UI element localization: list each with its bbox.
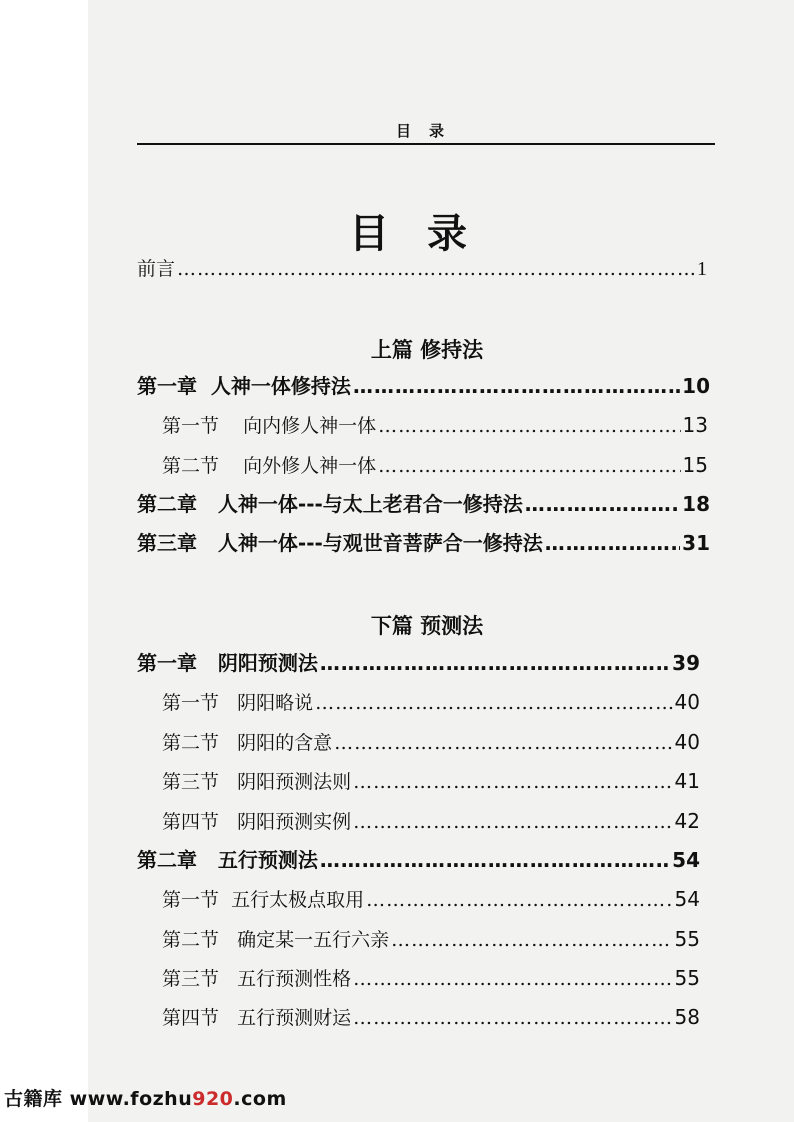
toc-entry-page: 31 bbox=[682, 531, 710, 555]
toc-entry-label: 前言 bbox=[137, 258, 176, 280]
toc-entry-label: 第二节 阴阳的含意 bbox=[162, 732, 333, 754]
toc-entry-preface bbox=[137, 254, 707, 284]
toc-chapter bbox=[137, 648, 700, 678]
dot-leader bbox=[525, 489, 680, 519]
toc-section bbox=[162, 884, 700, 914]
watermark-url-prefix: www.fozhu bbox=[69, 1088, 193, 1110]
toc-entry-label: 第四节 五行预测财运 bbox=[162, 1007, 352, 1029]
dot-leader bbox=[315, 688, 672, 718]
toc-entry-page: 13 bbox=[682, 413, 708, 437]
dot-leader bbox=[353, 964, 672, 994]
running-header: 目录 bbox=[396, 122, 463, 140]
dot-leader bbox=[334, 728, 672, 758]
dot-leader bbox=[545, 528, 680, 558]
toc-chapter bbox=[137, 528, 710, 558]
header-rule bbox=[137, 143, 715, 145]
toc-section bbox=[162, 924, 700, 954]
toc-entry-label: 第二节 向外修人神一体 bbox=[162, 455, 377, 477]
dot-leader bbox=[366, 885, 672, 915]
toc-entry-label: 第二章 人神一体---与太上老君合一修持法 bbox=[137, 492, 523, 516]
toc-entry-page: 40 bbox=[674, 690, 700, 714]
toc-entry-page: 54 bbox=[674, 887, 700, 911]
dot-leader bbox=[353, 371, 680, 401]
dot-leader bbox=[353, 807, 672, 837]
toc-entry-label: 第一章 人神一体修持法 bbox=[137, 374, 351, 398]
dot-leader bbox=[353, 1003, 672, 1033]
toc-section bbox=[162, 410, 708, 440]
toc-section bbox=[162, 727, 700, 757]
toc-entry-page: 58 bbox=[674, 1005, 700, 1029]
toc-entry-page: 55 bbox=[674, 927, 700, 951]
site-watermark bbox=[4, 1084, 287, 1111]
toc-entry-page: 42 bbox=[674, 809, 700, 833]
toc-chapter bbox=[137, 371, 710, 401]
toc-entry-label: 第一节 五行太极点取用 bbox=[162, 889, 365, 911]
toc-entry-label: 第四节 阴阳预测实例 bbox=[162, 811, 352, 833]
toc-section bbox=[162, 687, 700, 717]
dot-leader bbox=[353, 767, 672, 797]
toc-entry-label: 第一章 阴阳预测法 bbox=[137, 651, 318, 675]
dot-leader bbox=[320, 845, 670, 875]
toc-entry-label: 第一节 阴阳略说 bbox=[162, 692, 314, 714]
toc-entry-label: 第三章 人神一体---与观世音菩萨合一修持法 bbox=[137, 531, 543, 555]
toc-section bbox=[162, 806, 700, 836]
dot-leader bbox=[320, 648, 670, 678]
toc-entry-page: 18 bbox=[682, 492, 710, 516]
part-heading-2: 下篇 预测法 bbox=[370, 614, 484, 638]
toc-entry-page: 41 bbox=[674, 769, 700, 793]
toc-section bbox=[162, 963, 700, 993]
toc-chapter bbox=[137, 489, 710, 519]
dot-leader bbox=[378, 451, 680, 481]
dot-leader bbox=[177, 254, 695, 284]
toc-entry-label: 第二章 五行预测法 bbox=[137, 848, 318, 872]
toc-entry-page: 55 bbox=[674, 966, 700, 990]
dot-leader bbox=[378, 411, 680, 441]
watermark-url-suffix: .com bbox=[233, 1088, 287, 1110]
toc-entry-page: 40 bbox=[674, 730, 700, 754]
toc-section bbox=[162, 766, 700, 796]
watermark-url-number: 920 bbox=[192, 1088, 234, 1110]
page-title: 目录 bbox=[349, 211, 505, 257]
toc-entry-label: 第三节 五行预测性格 bbox=[162, 968, 352, 990]
dot-leader bbox=[391, 925, 672, 955]
watermark-site-name: 古籍库 bbox=[4, 1088, 63, 1110]
part-heading-1: 上篇 修持法 bbox=[370, 338, 484, 362]
toc-entry-page: 15 bbox=[682, 453, 708, 477]
toc-entry-page: 10 bbox=[682, 374, 710, 398]
toc-entry-page: 1 bbox=[697, 258, 707, 280]
toc-entry-page: 39 bbox=[672, 651, 700, 675]
toc-entry-label: 第三节 阴阳预测法则 bbox=[162, 771, 352, 793]
toc-entry-label: 第二节 确定某一五行六亲 bbox=[162, 929, 390, 951]
toc-entry-page: 54 bbox=[672, 848, 700, 872]
toc-section bbox=[162, 450, 708, 480]
toc-chapter bbox=[137, 845, 700, 875]
toc-section bbox=[162, 1002, 700, 1032]
toc-entry-label: 第一节 向内修人神一体 bbox=[162, 415, 377, 437]
scan-left-margin bbox=[0, 0, 88, 1122]
